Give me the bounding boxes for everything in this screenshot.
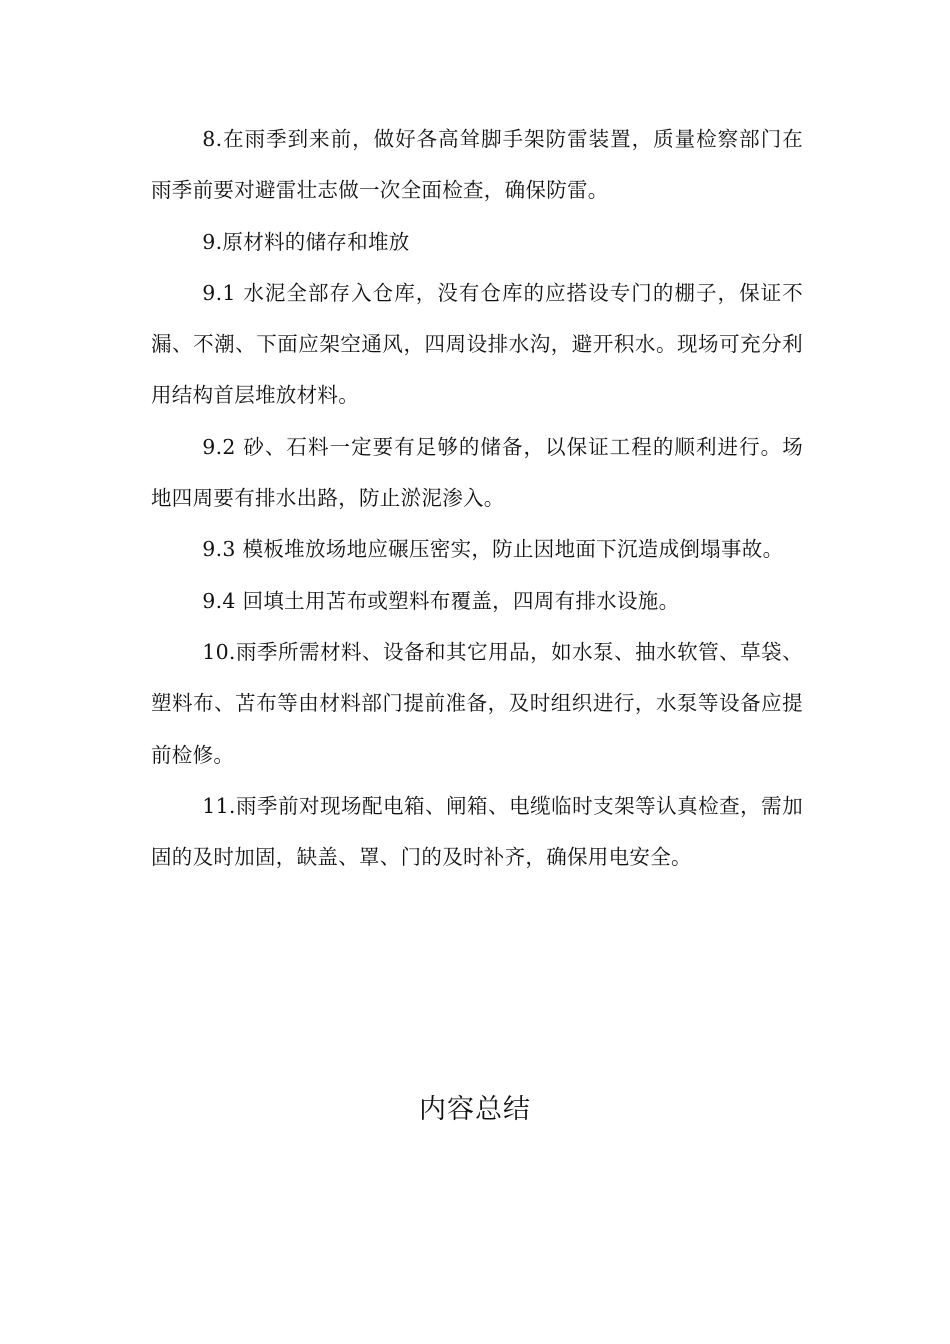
paragraph-9-heading: 9.原材料的储存和堆放 [202,229,410,254]
body-text [151,114,803,883]
paragraph-8: 8.在雨季到来前，做好各高耸脚手架防雷装置，质量检察部门在雨季前要对避雷壮志做一次全面检查，确保防雷。 [151,127,803,203]
paragraph-11: 11.雨季前对现场配电箱、闸箱、电缆临时支架等认真检查，需加固的及时加固，缺盖、罩、门的及时补齐，确保用电安全。 [151,793,803,870]
paragraph-10: 10.雨季所需材料、设备和其它用品，如水泵、抽水软管、草袋、塑料布、苫布等由材料部门提前准备，及时组织进行，水泵等设备应提前检修。 [151,639,803,767]
paragraph-9-3: 9.3 模板堆放场地应碾压密实，防止因地面下沉造成倒塌事故。 [202,537,784,562]
paragraph-9-2: 9.2 砂、石料一定要有足够的储备，以保证工程的顺利进行。场地四周要有排水出路，防止淤泥渗入。 [151,434,803,511]
paragraph-9-1: 9.1 水泥全部存入仓库，没有仓库的应搭设专门的棚子，保证不漏、不潮、下面应架空通风，四周设排水沟，避开积水。现场可充分利用结构首层堆放材料。 [151,280,803,408]
summary-title: 内容总结 [419,1094,531,1125]
paragraph-9-4: 9.4 回填土用苫布或塑料布覆盖，四周有排水设施。 [202,588,680,613]
